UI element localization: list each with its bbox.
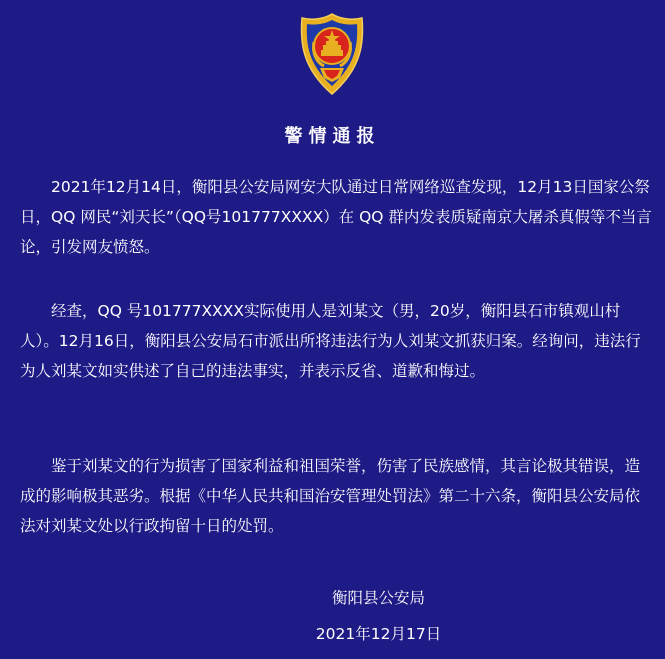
police-emblem-icon [298, 12, 366, 96]
signature-organization: 衡阳县公安局 [331, 589, 425, 607]
notice-title: 警情通报 [284, 126, 381, 147]
notice-paragraph-1: 2021年12月14日，衡阳县公安局网安大队通过日常网络巡查发现，12月13日国家公祭日，QQ 网民“刘天长”（QQ号101777XXXX）在 QQ 群内发表质疑南京大屠杀真假等不当言论，引发网友愤怒。 [20, 178, 652, 256]
signature-date: 2021年12月17日 [315, 625, 442, 643]
notice-paragraph-2: 经查，QQ 号101777XXXX实际使用人是刘某文（男，20岁，衡阳县石市镇观山村人）。12月16日，衡阳县公安局石市派出所将违法行为人刘某文抓获归案。经询问，违法行为人刘某文如实供述了自己的违法事实，并表示反省、道歉和悔过。 [20, 302, 641, 380]
notice-paragraph-3: 鉴于刘某文的行为损害了国家利益和祖国荣誉，伤害了民族感情，其言论极其错误，造成的影响极其恶劣。根据《中华人民共和国治安管理处罚法》第二十六条，衡阳县公安局依法对刘某文处以行政拘留十日的处罚。 [20, 457, 641, 535]
